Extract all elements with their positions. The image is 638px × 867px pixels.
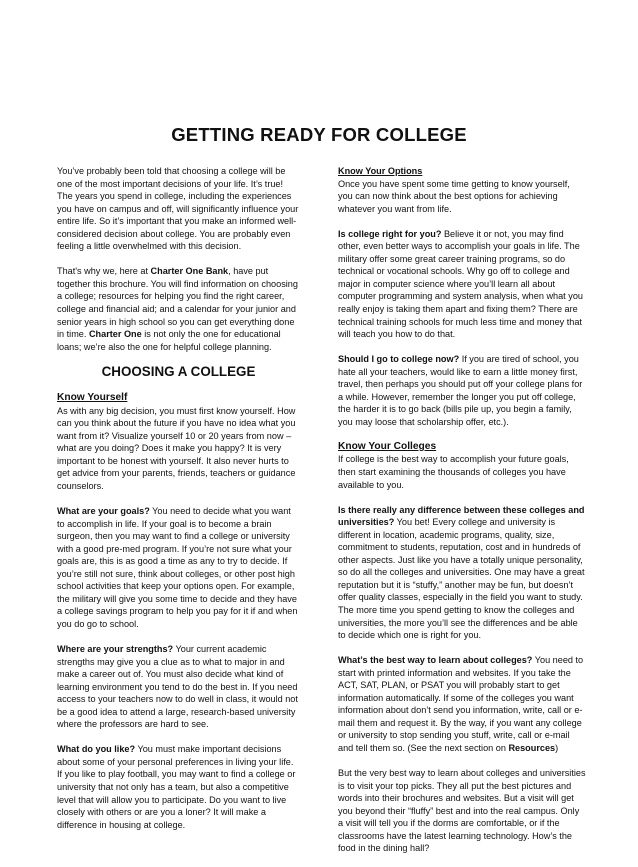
know-your-colleges-heading: Know Your Colleges [338, 440, 437, 452]
section-title: CHOOSING A COLLEGE [101, 363, 256, 379]
like-text: You must make important decisions about some of your personal preferences in living your life. If you like to play football, you may want to find a college or university that not only has a team, but also a competitive level that will allow you to participate. Do you want to live closely with others or are you a loner? It will make a difference in housing at college. [57, 744, 296, 830]
intro-text-start: That's why we, here at [57, 266, 151, 277]
resources-reference: Resources [508, 742, 556, 753]
difference-question: Is there really any difference between these colleges and universities? [338, 504, 585, 528]
intro-text-middle: , have put together this brochure. You will find information on choosing a college; resources for helping you find the right career, college and financial aid; and a calendar for your junior and senior years in high school so you can get everything done in time. [57, 266, 298, 340]
college-right-text: Believe it or not, you may find other, even better ways to accomplish your goals in life. The military offer some great career training programs, so do technical or vocational schools. Why go off to college and major in computer science where you’ll learn all about computer programming and system analysis, when what you really enjoy is taking them apart and fixing them? There are technical training schools for much less time and money that will teach you how to do that. [338, 228, 583, 340]
know-yourself-text: As with any big decision, you must first know yourself. How can you think about the future if you have no idea what you want from it? Visualize yourself 10 or 20 years from now – what are you doing? Does it make you happy? It is very important to be honest with yourself. It also never hurts to get advice from your parents, friends, teachers or guidance counselors. [57, 405, 296, 492]
colleges-text: If college is the best way to accomplish your future goals, then start examining the thousands of colleges you have available to you. [338, 454, 569, 490]
college-now-question: Should I go to college now? [338, 354, 460, 365]
college-right-question: Is college right for you? [338, 228, 442, 239]
goals-question: What are your goals? [57, 506, 150, 517]
know-your-options-heading: Know Your Options [338, 166, 423, 176]
goals-paragraph [57, 505, 300, 630]
strengths-question: Where are your strengths? [57, 644, 174, 655]
like-question: What do you like? [57, 744, 136, 755]
difference-text: You bet! Every college and university is different in location, academic programs, quality, size, commitment to students, reputation, cost and in hundreds of other aspects. Just like you have a totally unique personality, so do all the colleges and universities. One may have a great reputation but it is “stuffy,” another may be fun, but doesn’t offer quality classes, especially in the field you want to study. The more time you spend getting to know the colleges and universities, the more you’ll see the differences and be able to decide which one is right for you. [338, 517, 585, 641]
goals-text: You need to decide what you want to accomplish in life. If your goal is to become a brain surgeon, then you may want to find a college or university with a good pre-med program. If you’re not sure what your goals are, this is as good a time as any to try to decide. If you’re still not sure, think about colleges, or other post high school activities that keep your options open. For example, the military will give you some time to decide and they have a college savings program to help you pay for it if and when you do go to school. [57, 506, 298, 629]
bank-short-name: Charter One [88, 329, 142, 340]
learn-paragraph [338, 654, 586, 754]
learn-text: You need to start with printed information and websites. If you take the ACT, SAT, PLAN, or PSAT you will probably start to get information automatically. If some of the colleges you want information about don’t send you information, write, call or e-mail them and request it. By the way, if you want any college or university to stop sending you stuff, write, call or e-mail and tell them so. (See the next section on [338, 655, 584, 753]
intro-paragraph-2 [57, 265, 300, 353]
college-now-text: If you are tired of school, you hate all your teachers, would like to earn a little money first, travel, then perhaps you should put off your college plans for a while. However, remember the longer you put off college, the harder it is to go back (bills pile up, you begin a family, you may loose that scholarship offer, etc.). [338, 354, 583, 427]
visit-paragraph: But the very best way to learn about colleges and universities is to visit your top picks. They all put the best pictures and words into their brochures and websites. But a visit will get you beyond their “fluffy” best and into the real campus. Only a visit will tell you if the dorms are comfortable, or if the classrooms have the latest learning technology. How’s the food in the dining hall? [338, 767, 586, 854]
strengths-paragraph [57, 643, 300, 731]
difference-paragraph [338, 504, 586, 642]
college-right-paragraph [338, 228, 586, 341]
like-paragraph [57, 743, 300, 831]
learn-question: What’s the best way to learn about colleges? [338, 655, 533, 666]
page-title: GETTING READY FOR COLLEGE [171, 124, 467, 145]
intro-text-end: is not only the one for educational loans; we’re also the one for helpful college planning. [57, 329, 281, 352]
intro-paragraph-1: You’ve probably been told that choosing a college will be one of the most important decisions of your life. It’s true! The years you spend in college, including the experiences you have on campus and off, will significantly influence your entire life. So it’s important that you make an informed well-considered decision about college. You are probably even feeling a little overwhelmed with this decision. [57, 166, 299, 252]
right-column [338, 165, 586, 867]
options-text: Once you have spent some time getting to know yourself, you can now think about the best options for achieving whatever you want from life. [338, 178, 570, 214]
know-yourself-heading: Know Yourself [57, 392, 128, 404]
strengths-text: Your current academic strengths may give you a clue as to what to major in and make a career out of. You must also decide what kind of learning environment you tend to do the best in. If you need access to your teachers now to do well in class, it would not be a good idea to attend a large, research-based university where the professors are hard to see. [57, 644, 298, 730]
left-column [57, 165, 300, 844]
bank-name: Charter One Bank [150, 266, 229, 277]
college-now-paragraph [338, 353, 586, 428]
learn-text-end: ) [555, 742, 559, 753]
